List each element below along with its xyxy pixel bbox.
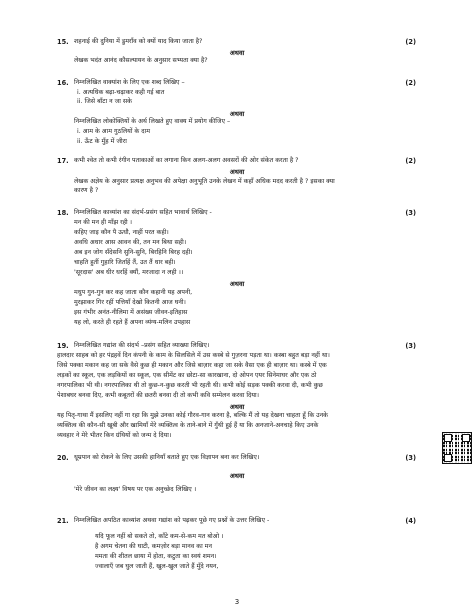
question-text-line: निम्नलिखित अपठित काव्यांश अथवा गद्यांश को पढ़कर पूछे गए प्रश्नों के उत्तर लिखिए - bbox=[74, 517, 270, 524]
question-text-line: व्यक्तित्व की कौन-सी खूबी और खामियाँ मेरे व्यक्तित्व के ताने-बाने में गुँथी हुई हैं या कि अनजाने-अनचाहे किए उनके bbox=[57, 422, 319, 429]
question-text-line: शहनाई की दुनिया में डुमराँव को क्यों याद किया जाता है? bbox=[74, 38, 203, 45]
question-text-line: धूम्रपान को रोकने के लिए उसकी हानियाँ बताते हुए एक विज्ञापन बना कर लिखिए। bbox=[74, 454, 260, 461]
question-text-line: कहिए जाइ कौन पै ऊधौ, नाहीं परत कही। bbox=[74, 229, 169, 236]
question-text-line: व्यवहार ने मेरे भीतर किन ग्रंथियों को जन्म दे दिया। bbox=[57, 432, 172, 439]
qr-code bbox=[442, 432, 472, 464]
question-marks: (4) bbox=[405, 517, 416, 525]
question-text-line: चाहति हुतीं गुहारि जितहिं तैं, उत तैं धार बही। bbox=[74, 259, 176, 266]
page-number: 3 bbox=[234, 598, 240, 606]
or-divider: अथवा bbox=[229, 110, 245, 118]
question-number: 20. bbox=[57, 454, 69, 462]
question-number: 19. bbox=[57, 342, 69, 350]
question-text-line: है अगम चेतना की घाटी, कमज़ोर बड़ा मानव का मन bbox=[95, 543, 213, 550]
question-marks: (2) bbox=[405, 38, 416, 46]
question-text-line: निम्नलिखित वाक्यांश के लिए एक शब्द लिखिए – bbox=[74, 79, 185, 86]
or-divider: अथवा bbox=[229, 168, 245, 176]
question-text-line: इस गंभीर अनंत-नीलिमा में असंख्य जीवन-इतिहास bbox=[74, 309, 188, 316]
question-text-line: नगरपालिका भी थी। नगरपालिका थी तो कुछ-न-कुछ करती भी रहती थी। कभी कोई सड़क पक्की करवा दी, कभी कुछ bbox=[57, 382, 323, 389]
or-divider: अथवा bbox=[229, 49, 245, 57]
question-text-line: i. आम के आम गुठलियों के दाम bbox=[77, 128, 150, 135]
question-text-line: निम्नलिखित गद्यांश की संदर्भ –प्रसंग सहित व्याख्या लिखिए। bbox=[74, 342, 210, 349]
question-marks: (3) bbox=[405, 209, 416, 217]
question-text-line: लेखक अज्ञेय के अनुसार प्रत्यक्ष अनुभव की अपेक्षा अनुभूति उनके लेखन में कहाँ अधिक मदद करती है ? इसका क्या bbox=[74, 178, 335, 185]
question-marks: (3) bbox=[405, 454, 416, 462]
question-text-line: पेशाबघर बनवा दिए, कभी कबूतरों की छतरी बनवा दी तो कभी कवि सम्मेलन करवा दिया। bbox=[57, 392, 260, 399]
question-text-line: कभी श्वेत तो कभी रंगीन पताकाओं का लगाना किन अलग-अलग अवसरों की ओर संकेत करता है ? bbox=[74, 157, 299, 164]
question-text-line: निम्नलिखित काव्यांश का संदर्भ-प्रसंग सहित भावार्थ लिखिए - bbox=[74, 209, 212, 216]
question-text-line: यदि फूल नहीं बो सकते तो, काँटे कम-से-कम मत बोओ । bbox=[95, 533, 224, 540]
question-text-line: ii. ऊँट के मुँह में जीरा bbox=[77, 138, 127, 145]
question-text-line: लड़कों का स्कूल, एक लड़कियों का स्कूल, एक सीमेंट का छोटा-सा कारखाना, दो ओपन एयर सिनेमाघर और एक ठो bbox=[57, 372, 317, 379]
question-text-line: अवधि अधार आस आवन की, तन मन बिथा सही। bbox=[74, 239, 187, 246]
question-marks: (3) bbox=[405, 342, 416, 350]
question-text-line: यह लो, करते ही रहते हैं अपना व्यंग्य-मलिन उपहास bbox=[74, 319, 191, 326]
question-text-line: जिसे पक्का मकान कह जा सके वैसे कुछ ही मकान और जिसे बाज़ार कहा जा सके वैसा एक ही बाज़ार था। कस्बे में एक bbox=[57, 362, 327, 369]
question-text-line: ममता की शीतल छाया में होता, कटुता का स्वयं शमन। bbox=[95, 553, 217, 560]
question-marks: (2) bbox=[405, 79, 416, 87]
question-text-line: ii. जिसे बाँटा न जा सके bbox=[77, 98, 132, 105]
question-text-line: ज्वालाएँ जब घुल जाती हैं, खुल-खुल जाते हैं मुँदे नयन, bbox=[95, 563, 219, 570]
question-text-line: मन की मन ही माँझ रही । bbox=[74, 219, 133, 226]
question-text-line: मधुप गुन-गुन कर कह जाता कौन कहानी यह अपनी, bbox=[74, 289, 193, 296]
question-number: 16. bbox=[57, 79, 69, 87]
question-number: 17. bbox=[57, 157, 69, 165]
or-divider: अथवा bbox=[229, 472, 245, 480]
question-number: 18. bbox=[57, 209, 69, 217]
or-divider: अथवा bbox=[229, 403, 245, 411]
question-number: 21. bbox=[57, 517, 69, 525]
question-text-line: i. अत्यधिक बढ़ा-चढ़ाकर कही गई बात bbox=[77, 89, 165, 96]
question-text-line: 'मेरे जीवन का लक्ष्य' विषय पर एक अनुच्छेद लिखिए । bbox=[74, 486, 197, 493]
or-divider: अथवा bbox=[229, 280, 245, 288]
question-marks: (2) bbox=[405, 157, 416, 165]
question-number: 15. bbox=[57, 38, 69, 46]
question-text-line: कारण है ? bbox=[74, 187, 99, 194]
question-text-line: अब इन जोग सँदेसनि सुनि-सुनि, बिरहिनि बिरह दही। bbox=[74, 249, 193, 256]
question-text-line: यह पितृ-गाथा मैं इसलिए नहीं गा रहा कि मुझे उनका कोई गौरव-गान करना है, बल्कि मैं तो यह देखना चाहता हूँ कि उनके bbox=[57, 412, 328, 419]
question-text-line: हालदार साहब को हर पंद्रहवें दिन कंपनी के काम के सिलसिले में उस कस्बे से गुज़रना पड़ता था। कस्बा बहुत बड़ा नहीं था। bbox=[57, 352, 330, 359]
question-text-line: निम्नलिखित लोकोक्तियों के अर्थ लिखते हुए वाक्य में प्रयोग कीजिए – bbox=[74, 118, 231, 125]
question-text-line: 'सूरदास' अब धीर धरहिं क्यौं, मरजादा न लही ।। bbox=[74, 269, 184, 276]
question-text-line: मुरझाकर गिर रहीं पत्तियाँ देखो कितनी आज घनी। bbox=[74, 299, 186, 306]
question-text-line: लेखक भदंत आनंद कौसल्यायन के अनुसार सभ्यता क्या है? bbox=[74, 57, 208, 64]
